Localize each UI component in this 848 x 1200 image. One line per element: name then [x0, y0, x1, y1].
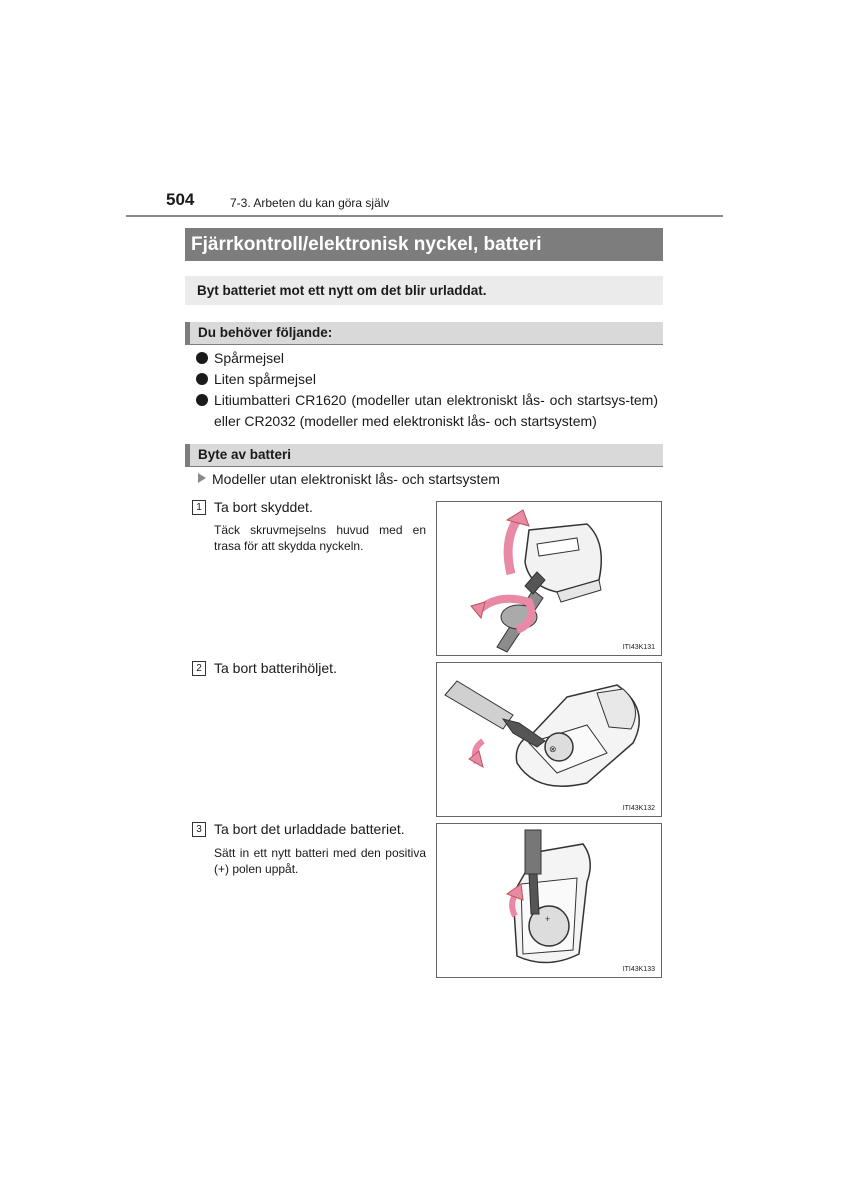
bullet-icon: [196, 352, 208, 364]
replace-heading: Byte av batteri: [185, 444, 663, 466]
figure-code: ITI43K133: [622, 966, 655, 973]
section-reference: 7-3. Arbeten du kan göra själv: [230, 196, 390, 210]
list-item: [196, 390, 658, 432]
svg-text:+: +: [545, 914, 551, 924]
bullet-icon: [196, 373, 208, 385]
page-number: 504: [166, 190, 195, 209]
bullet-icon: [196, 394, 208, 406]
svg-text:⊗: ⊗: [549, 744, 557, 754]
intro-box: Byt batteriet mot ett nytt om det blir urladdat.: [185, 276, 663, 305]
battery-illustration: [437, 824, 661, 977]
triangle-icon: [198, 473, 206, 483]
figure-code: ITI43K131: [622, 644, 655, 651]
needed-list: [196, 348, 658, 432]
figure-remove-battery-cover: [436, 662, 662, 817]
key-cover-illustration: [437, 502, 661, 655]
step-note: Sätt in ett nytt batteri med den positiva (+) polen uppåt.: [214, 846, 426, 876]
figure-remove-cover: [436, 501, 662, 656]
step-number: 2: [192, 661, 206, 676]
list-item: [196, 369, 658, 390]
step-number: 3: [192, 822, 206, 837]
figure-code: ITI43K132: [622, 805, 655, 812]
list-item-text: Spårmejsel: [214, 350, 285, 366]
list-item: [196, 348, 658, 369]
model-note-text: Modeller utan elektroniskt lås- och startsystem: [212, 471, 500, 487]
step-note: Täck skruvmejselns huvud med en trasa för att skydda nyckeln.: [214, 523, 426, 553]
list-item-text: Liten spårmejsel: [214, 371, 316, 387]
battery-cover-illustration: [437, 663, 661, 816]
page-title: Fjärrkontroll/elektronisk nyckel, batteri: [185, 228, 663, 261]
figure-remove-battery: [436, 823, 662, 978]
step-number: 1: [192, 500, 206, 515]
model-note: [198, 471, 500, 487]
step-title: Ta bort det urladdade batteriet.: [214, 821, 405, 837]
step-title: Ta bort skyddet.: [214, 499, 313, 515]
step-title: Ta bort batterihöljet.: [214, 660, 337, 676]
list-item-text: Litiumbatteri CR1620 (modeller utan elektroniskt lås- och startsys-tem) eller CR2032 (modeller med elektroniskt lås- och startsystem): [214, 392, 658, 429]
header-rule: [126, 215, 723, 217]
needed-heading: Du behöver följande:: [185, 322, 663, 344]
